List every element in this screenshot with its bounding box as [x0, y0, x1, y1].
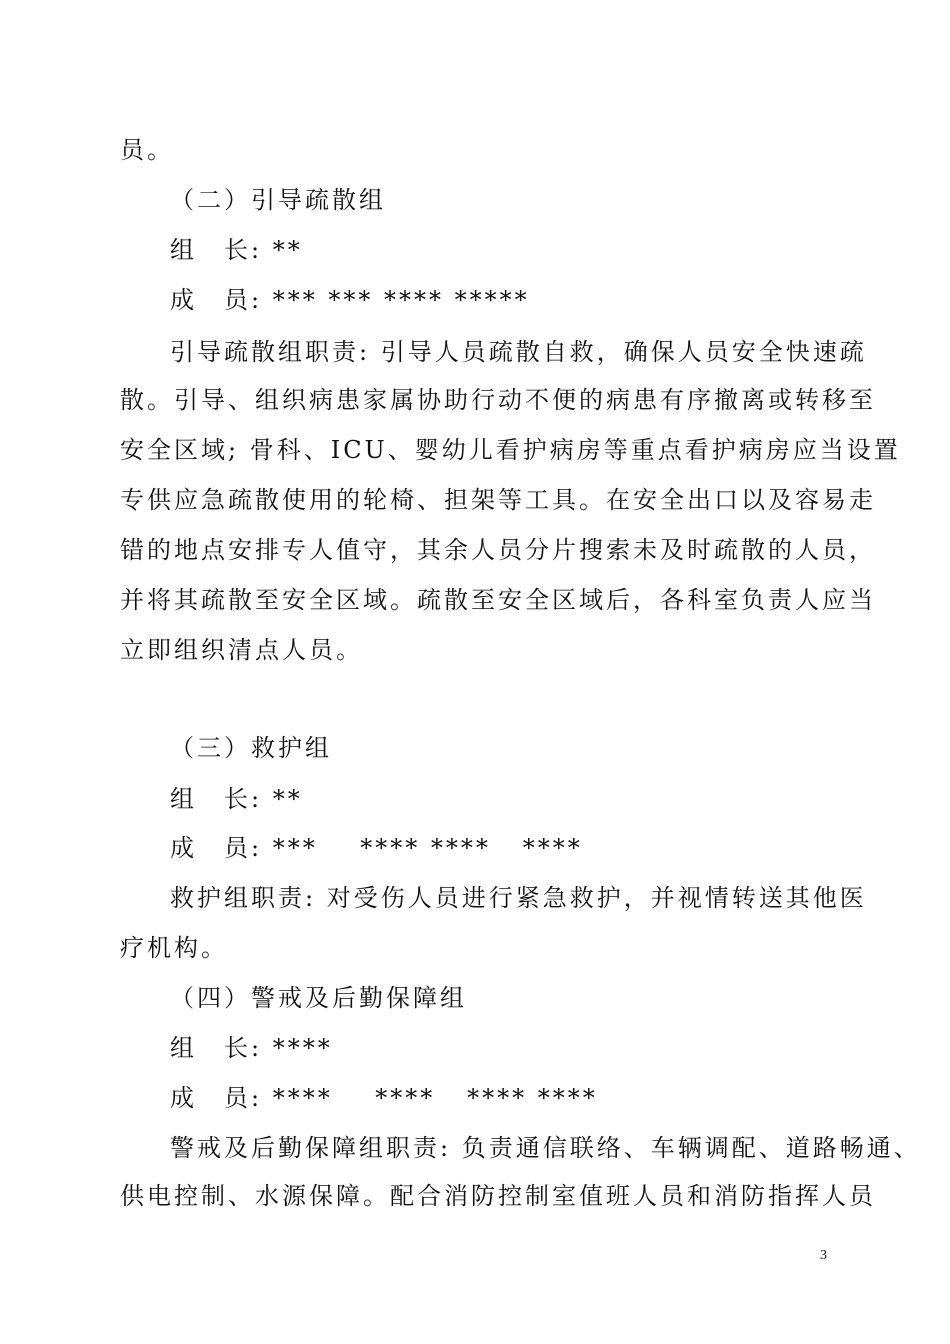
text-line: 并将其疏散至安全区域。疏散至安全区域后，各科室负责人应当	[120, 586, 876, 614]
text-line: 员。	[120, 136, 174, 164]
text-line: 立即组织清点人员。	[120, 636, 363, 664]
team-members-line: 成 员: *** *** **** *****	[170, 286, 530, 314]
text-line: 救护组职责: 对受伤人员进行紧急救护，并视情转送其他医	[170, 884, 867, 912]
text-line: 安全区域; 骨科、ICU、婴幼儿看护病房等重点看护病房应当设置	[120, 436, 901, 464]
team-members-line: 成 员: **** **** **** ****	[170, 1084, 598, 1112]
page-number: 3	[820, 1248, 827, 1263]
team-leader-line: 组 长: **	[170, 236, 303, 264]
text-line: 引导疏散组职责: 引导人员疏散自救，确保人员安全快速疏	[170, 338, 867, 366]
section-heading: （二）引导疏散组	[170, 186, 386, 214]
text-line: 错的地点安排专人值守，其余人员分片搜索未及时疏散的人员，	[120, 536, 876, 564]
team-members-line: 成 员: *** **** **** ****	[170, 834, 583, 862]
text-line: 警戒及后勤保障组职责: 负责通信联络、车辆调配、道路畅通、	[170, 1134, 921, 1162]
text-line: 供电控制、水源保障。配合消防控制室值班人员和消防指挥人员	[120, 1182, 876, 1210]
section-heading: （三）救护组	[170, 734, 332, 762]
text-line: 专供应急疏散使用的轮椅、担架等工具。在安全出口以及容易走	[120, 486, 876, 514]
text-line: 散。引导、组织病患家属协助行动不便的病患有序撤离或转移至	[120, 386, 876, 414]
team-leader-line: 组 长: ****	[170, 1034, 333, 1062]
text-line: 疗机构。	[120, 934, 228, 962]
section-heading: （四）警戒及后勤保障组	[170, 984, 467, 1012]
team-leader-line: 组 长: **	[170, 785, 303, 813]
